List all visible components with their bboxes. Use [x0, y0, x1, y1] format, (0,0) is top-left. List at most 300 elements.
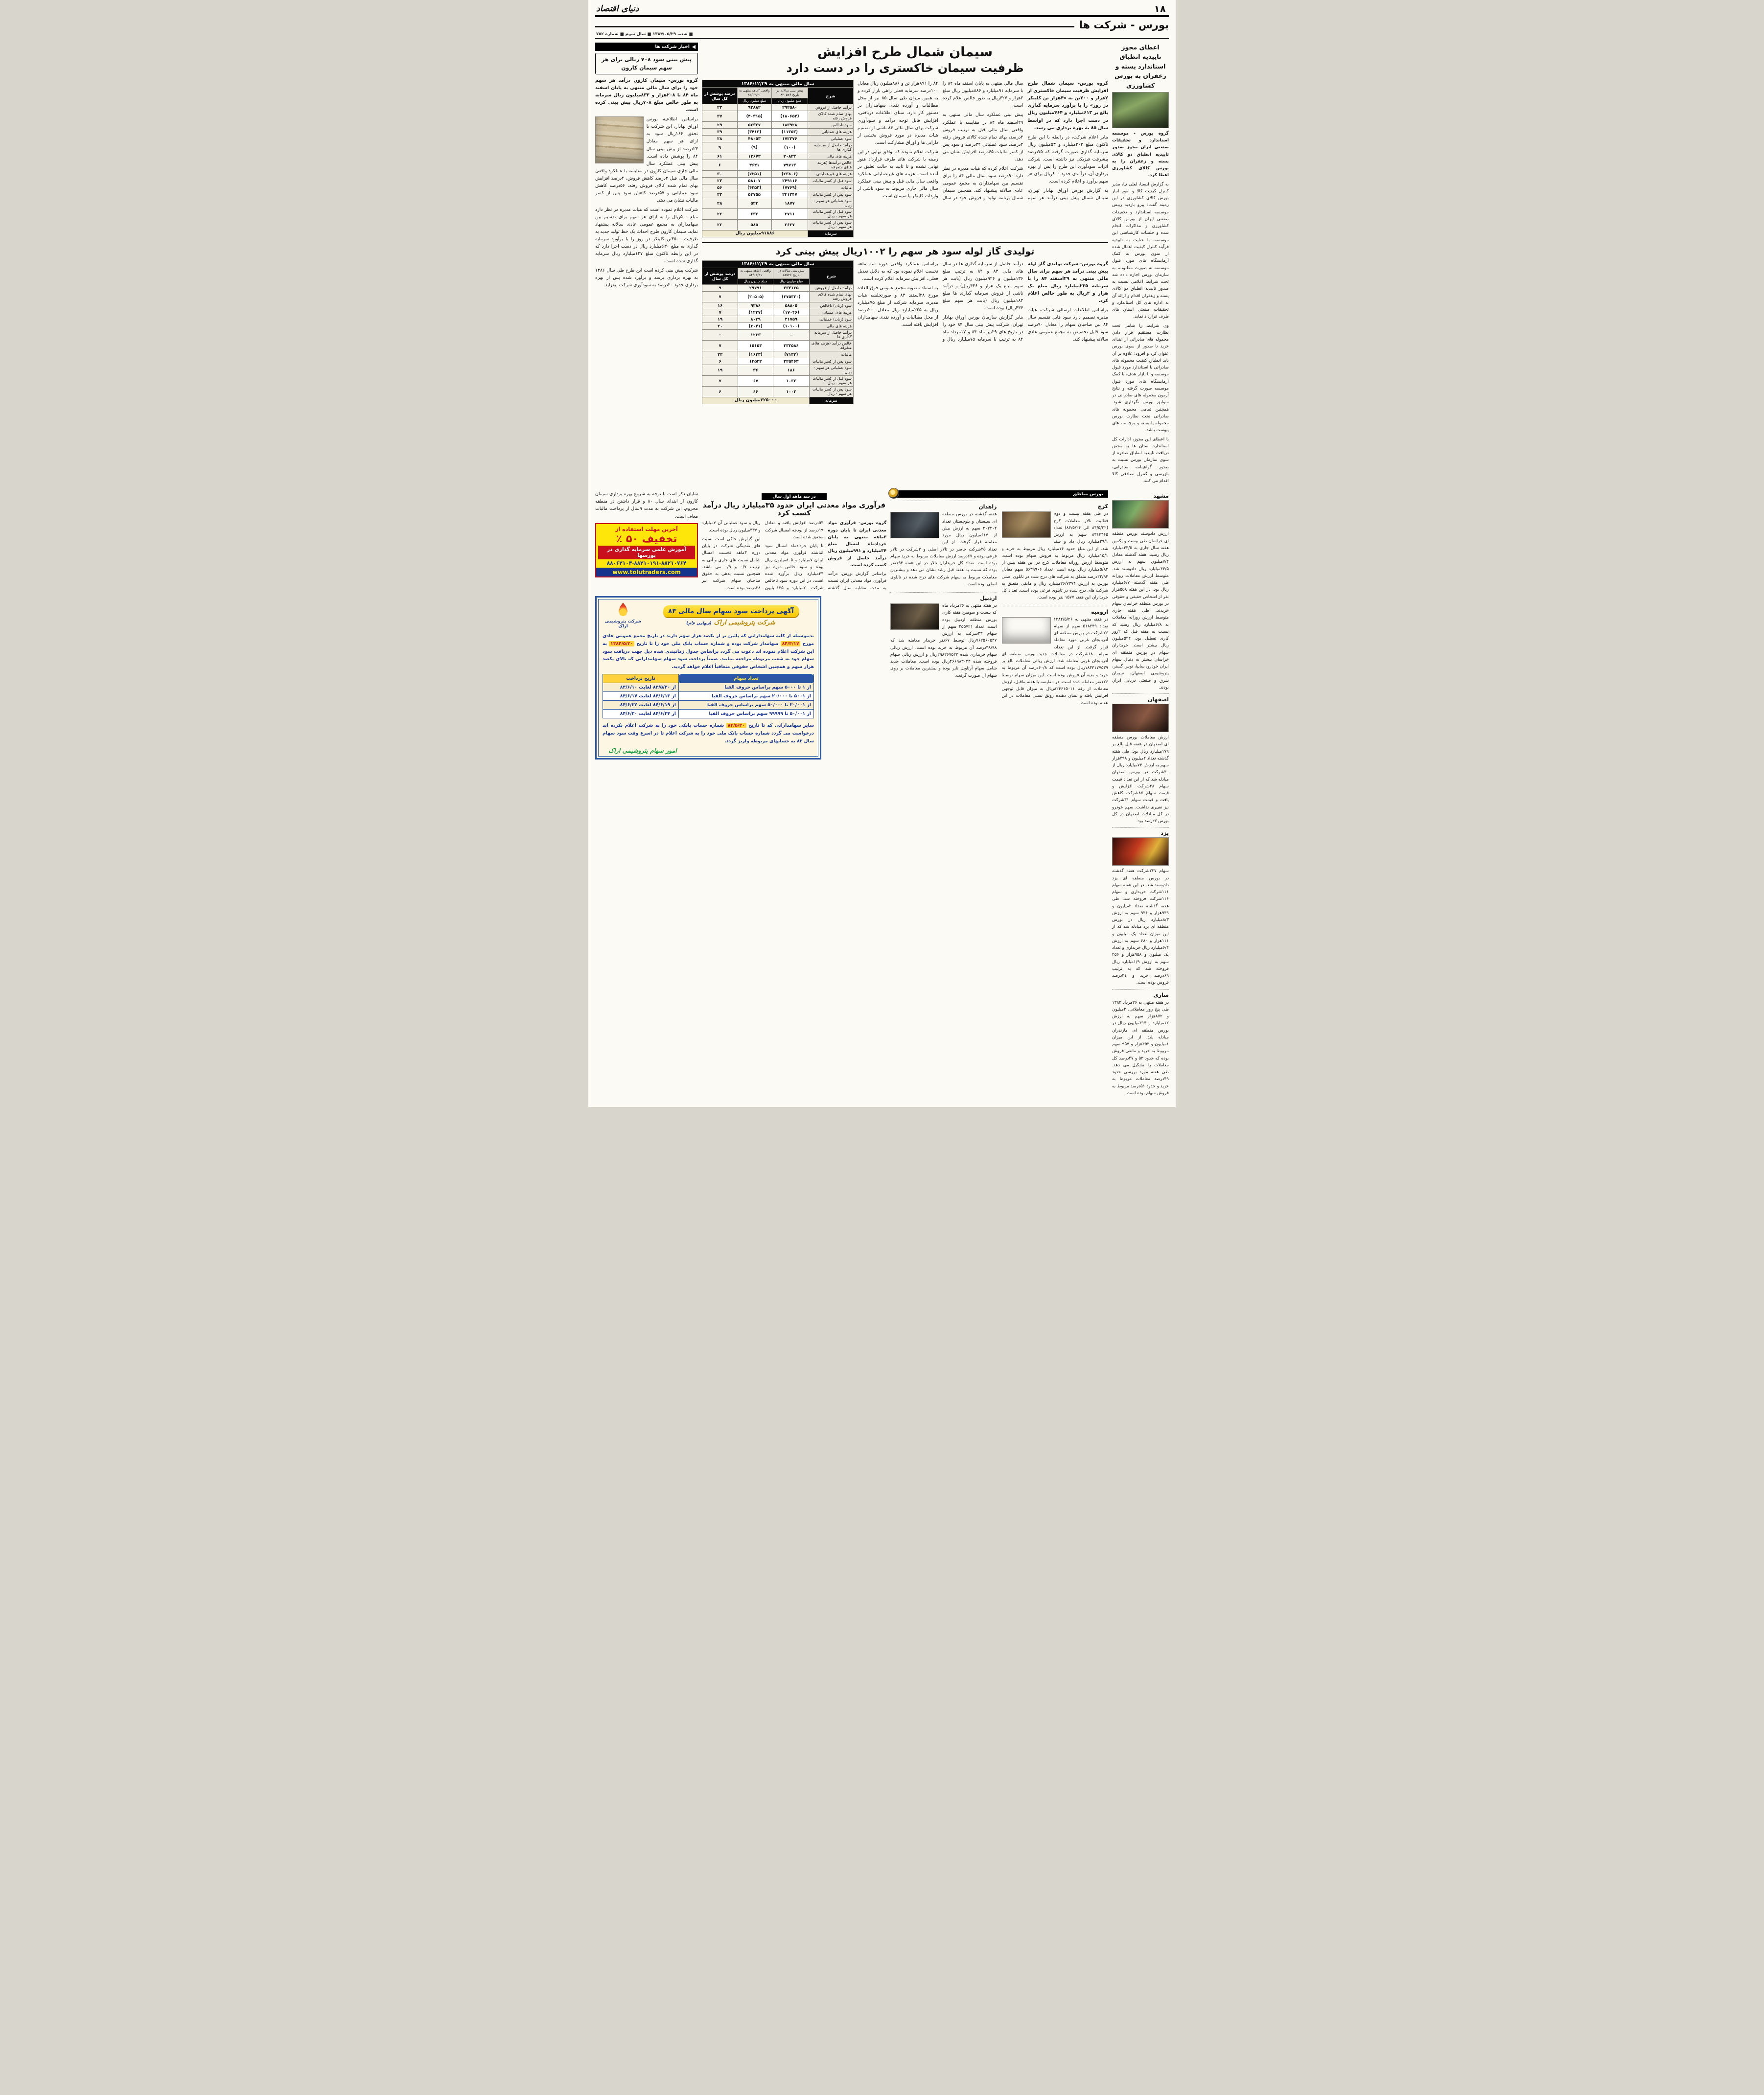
- lead-paragraph: گروه بورس- سیمان شمال طرح افزایش ظرفیت سیمان خاکستری از ۲هزار و ۲۰۰تن به «۴هزار تن کلینکر در روز» را با برآورد سرمایه گذاری بالغ بر ۶۱۳میلیارد و ۴۶۴میلیون ریال در دست اجرا دارد که در اواسط سال ۸۵ به بهره برداری می رسد.: [1027, 81, 1109, 131]
- annual-value: ۱۰۰۲: [773, 386, 810, 397]
- capital-value: ۹۱۸۸۶میلیون ریال: [702, 230, 808, 237]
- unit-label: مبلغ میلیون ریال: [737, 98, 771, 104]
- payment-dates: از ۸۴/۶/۲۴ لغایت ۸۴/۶/۳۰: [603, 710, 679, 718]
- row-label: سود قبل از کسر مالیات: [808, 177, 853, 184]
- zahedan-photo: [890, 512, 939, 538]
- city-name: مشهد: [1153, 493, 1169, 500]
- table-row: [702, 302, 854, 309]
- masthead-top-row: [595, 3, 1169, 15]
- company-name: شرکت پتروشیمی اراک: [714, 619, 775, 626]
- coverage-pct: ۲۲: [702, 219, 738, 230]
- annual-value: ۱۷۲۳۷۶: [771, 135, 808, 142]
- ad-website-url: www.tolutraders.com: [596, 568, 697, 576]
- region-isfahan: [1112, 693, 1169, 825]
- capital-value: ۲۲۵۰۰۰میلیون ریال: [702, 397, 810, 404]
- bottom-left-group: [595, 490, 886, 1099]
- ad-title-ribbon: آگهی پرداخت سود سهام سال مالی ۸۳: [663, 605, 799, 617]
- date-column-header: تاریخ پرداخت: [603, 674, 679, 683]
- row-label: درآمد حاصل از فروش: [809, 284, 853, 291]
- payment-dates: از ۸۴/۶/۱۳ لغایت ۸۴/۶/۱۷: [603, 692, 679, 701]
- actual-value: ۹۲۸۶: [738, 302, 773, 309]
- coverage-pct: ۲۲: [702, 191, 738, 198]
- story3-kicker-wrap: [702, 490, 886, 500]
- story3-block: [702, 490, 886, 592]
- col-header-actual: واقعی ۳ماهه منتهی به ۸۴/۰۳/۳۱: [738, 268, 773, 278]
- table-row: [702, 177, 854, 184]
- region-urmia: [1002, 606, 1109, 709]
- top-zone: [595, 43, 1169, 486]
- unit-label: مبلغ میلیون ریال: [738, 278, 773, 284]
- lead-paragraph: گروه بورس- فرآوری مواد معدنی ایران تا پایان دوره ۳ماهه منتهی به پایان خردادماه امسال مبلغ ۳۴میلیارد و ۹۹۱میلیون ریال درآمد حاصل از فروش کسب کرده است.: [828, 521, 887, 568]
- ad-signature: امور سهام پتروشیمی اراک: [608, 747, 677, 755]
- row-label: سود عملیاتی هر سهم - ریال: [809, 365, 853, 375]
- schedule-row: [603, 683, 814, 692]
- coverage-pct: ۲۹: [702, 121, 738, 128]
- annual-value: (۱۱۳۵۳): [771, 128, 808, 135]
- row-label: درآمد حاصل از سرمایه گذاری ها: [808, 142, 853, 153]
- coverage-pct: ۶: [702, 358, 738, 365]
- table-row: [702, 121, 854, 128]
- ad-phone-numbers: ۸۸۰۶۲۱۰۴-۸۸۲۱۰۱۹۱-۸۸۲۱۰۷۶۴: [606, 560, 687, 566]
- region-text: در هفته منتهی به ۱۳۸۴/۵/۲۶ تعداد ۵۱۸۲۴۹ سهم از سهام ۲۶شرکت در بورس منطقه ای آذربایجان غربی مورد معامله قرار گرفت. از این تعداد، سهام ۱۸۰شرکت در معاملات جدید بورس منطقه ای آذربایجان غربی معامله شد. ارزش ریالی معاملات بالغ بر ۱۸۳۳۱۷۷۵۳۹ریال بوده است که ۶۰/۸درصد آن مربوط به خرید و بقیه آن فروش بوده است. این میزان سهام توسط ۱۲۶نفر معامله شده است. در مقایسه با هفته ماقبل، ارزش معاملات از رقم ۸۲۴۶۱۵۰۱۱ریال به میزان قابل توجهی افزایش یافته و نشان دهنده رونق نسبی معاملات در این هفته بوده است.: [1001, 617, 1108, 706]
- coverage-pct: ۲۸: [702, 198, 738, 208]
- big-ad-row: [595, 596, 886, 760]
- region-text: ارزش معاملات بورس منطقه ای اصفهان در هفته قبل بالغ بر ۱۷۹میلیارد ریال بود. طی هفته گذشته تعداد ۴میلیون و ۴۹۸هزار سهم به ارزش ۷۳میلیارد ریال از ۳۰شرکت در بورس اصفهان مبادله شد که از این تعداد قیمت سهام ۲۸شرکت افزایش و قیمت سهام ۸۷شرکت کاهش یافت و قیمت سهام ۳۱شرکت نیز تغییری نداشت. سهم خودرو در کل مبادلات اصفهان در کل بورس ۳درصد بود.: [1112, 735, 1169, 824]
- body-paragraph: براساس اطلاعات ارسالی شرکت، هیات مدیره تصمیم دارد سود قابل تقسیم سال ۸۴ بین صاحبان سهام را معادل ۹۰درصد سود قابل تخصیص به مجمع عمومی عادی سالانه پیشنهاد کند.: [1027, 307, 1108, 343]
- capital-label: سرمایه: [808, 230, 853, 237]
- table-row: [702, 291, 854, 302]
- row-label: خالص درآمد (هزینه ها)ی متفرقه: [809, 340, 853, 351]
- table-row: [702, 153, 854, 160]
- region-text: سهام ۲۲۷شرکت هفته گذشته در بورس منطقه ای یزد دادوستد شد. در این هفته سهام ۱۱۱شرکت خریداری و سهام ۱۱۶شرکت فروخته شد. طی هفته گذشته تعداد ۲میلیون و ۹۳۹هزار و ۹۳۶ سهم به ارزش ۸/۳میلیارد ریال در بورس منطقه ای یزد مبادله شد که از این میزان تعداد یک میلیون و ۱۱۱هزار و ۶۸۰ سهم به ارزش ۶/۴میلیارد ریال خریداری و تعداد یک میلیون و ۹۵۸هزار و ۲۵۶ سهم به ارزش ۱/۹میلیارد ریال فروخته شد که به ترتیب ۶۹درصد خرید و ۳۱درصد فروش بوده است.: [1112, 869, 1169, 986]
- payment-dates: از ۸۴/۵/۳۰ لغایت ۸۴/۶/۱۰: [603, 683, 679, 692]
- actual-value: ۱۲۳۳: [738, 329, 773, 340]
- annual-value: ۴۱۷۵۹: [773, 316, 810, 322]
- row-label: بهای تمام شده کالای فروش رفته: [809, 291, 853, 302]
- actual-value: (۴۳۵۳): [737, 184, 771, 191]
- actual-value: ۵۲۳: [737, 198, 771, 208]
- col-header-desc: شرح: [809, 268, 853, 284]
- pointer-icon: [692, 45, 696, 49]
- schedule-row: [603, 692, 814, 701]
- agri-headline: اعطای مجوز تاییدیه انطباق استاندارد پسته و زعفران به بورس کشاورزی: [1114, 44, 1166, 89]
- lead-headline: [702, 44, 1108, 76]
- region-text: ارزش دادوستد بورس منطقه ای خراسان طی بیست و یکمین هفته سال جاری به ۳۳/۵میلیارد ریال رسید. هفته گذشته معادل ۷/۴میلیون سهم به ارزش ۳۳/۵میلیارد ریال دادوستد شد. متوسط ارزش معاملات روزانه طی هفته گذشته ۶/۷میلیارد ریال بود. در این هفته ۵۵۸هزار نفر از اشخاص حقیقی و حقوقی در بورس منطقه خراسان سهام خریدند. طی هفته جاری متوسط ارزش روزانه معاملات به ۶/۸میلیارد ریال رسید که نسبت به هفته قبل که ۲روز کاری تعطیل بود، ۵۲۴میلیون ریال بیشتر است. خریداران سهام در بورس منطقه ای خراسان بیشتر به دنبال سهام ایران خودرو، سایپا، توس گستر، پتروشیمی اصفهان، سیمان شرق و صنعتی دریایی ایران بودند.: [1112, 531, 1169, 690]
- ad-outro-paragraph: [603, 722, 814, 745]
- actual-value: (۱۶۳۳): [738, 351, 773, 358]
- body-paragraph: به گزارش ایسنا، لعلی نیا، مدیر کنترل کیفیت کالا و امور انبار بورس کالای کشاورزی در این زمینه گفت: پیرو بازدید رییس موسسه استاندارد و تحقیقات صنعتی ایران از بورس کالای کشاورزی و مذاکرات انجام شده و جلسات کارشناسی این موسسه، با عنایت به تاییدیه فرآیند کنترل کیفیت اعمال شده از سوی بورس به کمک آزمایشگاه های مورد قبول موسسه به صورت مطلوب، به سازمان بورس اجازه داده شد تحت شرایط اعلامی نسبت به صدور تاییدیه انطباق دو کالای پسته و زعفران اقدام و ارائه آن به اداره های کل استاندارد و تحقیقات صنعتی استان های طرف قرارداد نماید.: [1112, 182, 1169, 320]
- masthead: [595, 3, 1169, 39]
- gaz-louleh-financial-table: [702, 260, 854, 404]
- ad-course-text: آموزش علمی سرمایه گذاری در بورسها: [598, 546, 695, 559]
- actual-value: ۶۳۳: [737, 208, 771, 219]
- actual-value: ۱۲۶۷۳: [737, 153, 771, 160]
- story2-row: [702, 260, 1108, 404]
- coverage-pct: ۲۳: [702, 351, 738, 358]
- dateline-row: [595, 31, 1169, 39]
- coverage-pct: ۶۱: [702, 153, 738, 160]
- body-paragraph: پیش بینی عملکرد سال مالی منتهی به ۲۹اسفند ماه ۸۴ در مقایسه با عملکرد واقعی سال مالی قبل به ترتیب فروش ۴درصد، بهای تمام شده کالای فروش رفته ۲درصد، سود عملیاتی ۳۴درصد و سود پس از کسر مالیات ۶۵درصد افزایش نشان می دهد.: [942, 112, 1023, 162]
- row-label: سود پس از کسر مالیات هر سهم - ریال: [808, 219, 853, 230]
- table-row: [702, 208, 854, 219]
- annual-value: (۷۱۳۳): [773, 351, 810, 358]
- annual-value: ۲۴۹۱۱۶: [771, 177, 808, 184]
- sidebar-headline-box: [595, 53, 698, 74]
- mashhad-photo: [1112, 500, 1169, 529]
- region-karaj: [1002, 501, 1109, 603]
- coverage-pct: ۱۹: [702, 316, 738, 322]
- flame-icon: [618, 602, 628, 616]
- table-row: [702, 365, 854, 375]
- annual-value: ۲۶۲۷: [771, 219, 808, 230]
- actual-value: (۲۰۴۱): [738, 322, 773, 329]
- lead-paragraph: گروه بورس- سیمان کارون درآمد هر سهم خود را برای سال مالی منتهی به پایان اسفند ماه ۸۴ با ۲۰۸هزار و ۸۳۳میلیون ریال سرمایه به طور خالص مبلغ ۷۰۸ریال پیش بینی کرده است.: [595, 78, 698, 113]
- unit-label: مبلغ میلیون ریال: [773, 278, 810, 284]
- city-name: ارومیه: [1091, 608, 1108, 615]
- sidebar-title: اخبار شرکت ها: [655, 44, 690, 49]
- capital-row: [702, 230, 854, 237]
- ad-header: [603, 602, 814, 629]
- table-row: [702, 219, 854, 230]
- table-row: [702, 329, 854, 340]
- shares-range: از ۵۰/۰۰۱ تا ۹۹۹۹۹ سهم براساس حروف الفبا: [678, 710, 813, 718]
- sidebar-body: [595, 77, 698, 291]
- region-zahedan: [890, 501, 997, 590]
- newspaper-logo: دنیای اقتصاد: [596, 4, 639, 14]
- col-header-pct: درصد پوشش از کل سال: [702, 88, 738, 104]
- isfahan-photo: [1112, 704, 1169, 732]
- logo-company-name: شرکت پتروشیمی اراک: [605, 619, 641, 629]
- dateline: ■ شنبه ۱۳۸۴/۰۵/۲۹ ■ سال سوم ■ شماره ۷۵۲: [596, 32, 693, 37]
- region-text: در هفته منتهی به ۲۶مرداد ماه که بیست و سومین هفته کاری بورس منطقه اردبیل بوده است، تعداد ۲۵۵۷۲۱ سهم از سهام ۲۳شرکت به ارزش ۷۶۲۵۶۰۵۴۷ریال توسط ۶۷نفر خریدار معامله شد که ۳۸/۹۸درصد آن مربوط به خرید بوده است. ارزش ریالی سهام خریداری شده ۲۹۸۲۶۷۵۲۳ریال و ارزش ریالی سهام فروخته شده ۴۶۶۹۸۳۰۲۴ریال بوده است. معاملات جدید شامل سهام آرتاویل تایر بوده و بیشترین معاملات بر روی سهام آن صورت گرفت.: [890, 603, 997, 678]
- table-row: [702, 358, 854, 365]
- ad-deadline-text: آخرین مهلت استفاده از: [615, 526, 678, 532]
- regions-header-bar: [890, 490, 1108, 498]
- meeting-date: ۸۴/۳/۱۷: [781, 641, 801, 646]
- annual-value: (۲۷۵۳۲۰): [773, 291, 810, 302]
- table-row: [702, 375, 854, 386]
- table-row: [702, 104, 854, 111]
- annual-value: ۳۳۳۱۲۵: [773, 284, 810, 291]
- annual-value: ۵۸۸۰۵: [773, 302, 810, 309]
- row-label: درآمد حاصل از سرمایه گذاری ها: [809, 329, 853, 340]
- shares-range: از ۵۰۰۱ تا ۲۰/۰۰۰ سهم براساس حروف الفبا: [678, 692, 813, 701]
- col-header-annual: پیش بینی سالانه در تاریخ ۸۳۵۲۶: [773, 268, 810, 278]
- row-label: هزینه های غیرعملیاتی: [808, 170, 853, 177]
- col-header-actual: واقعی ۳ماهه منتهی به ۸۳/۰۳/۳۱: [737, 88, 771, 98]
- table-row: [702, 170, 854, 177]
- annual-value: (۱۰۱۰۰): [773, 322, 810, 329]
- body-paragraph: شرکت اعلام کرده که هیات مدیره در نظر دارد ۹۰درصد سود سال مالی ۸۴ را برای تقسیم بین سهامداران به مجمع عمومی عادی سالانه پیشنهاد کند. همچنین سیمان شمال برنامه تولید و فروش خود در سال ۸۴ را ۸۹۱هزار تن و ۸۸۶میلیون ریال معادل ۱۰۰درصد سرمایه فعلی راهی بازار کرده و به همین میزان طی سال ۸۵ نیز از محل مطالبات و آورده نقدی سهامداران در دستور کار دارد. مبنای اطلاعات دریافتی، افزایش قابل توجه درآمد و سودآوری شرکت برای سال مالی ۸۴ ناشی از تصمیم هیات مدیره در مورد فروش بخشی از دارایی ها و اوراق مشارکت است.: [858, 81, 1023, 201]
- city-name: زاهدان: [978, 504, 997, 510]
- table-row: [702, 160, 854, 170]
- body-paragraph: به استناد مصوبه مجمع عمومی فوق العاده مورخ ۲۸اسفند ۸۳ و صورتجلسه هیات مدیره، سرمایه شرکت از مبلغ ۷۵میلیارد ریال به ۲۲۵میلیارد ریال معادل ۲۰۰درصد از محل مطالبات و آورده نقدی سهامداران افزایش یافته است.: [858, 285, 938, 328]
- coverage-pct: ۳۰: [702, 170, 738, 177]
- body-paragraph: این گزارش حاکی است نسبت های نقدینگی شرکت در پایان دوره ۳ماهه نخست امسال شامل نسبت های جاری و آنی به ترتیب ۰/۷ و ۰/۹ می باشد. همچنین نسبت بدهی به حقوق صاحبان سهام شرکت نیز ۲۸درصد بوده است.: [702, 536, 761, 591]
- siman-shomal-financial-table: [702, 80, 854, 237]
- row-label: سود قبل از کسر مالیات هر سهم - ریال: [808, 208, 853, 219]
- actual-value: ۶۷: [738, 375, 773, 386]
- row-label: هزینه های عملیاتی: [809, 309, 853, 316]
- region-text: در طی هفته بیست و دوم فعالیت تالار معاملات کرج (۸۴/۵/۲۲ الی ۸۴/۵/۲۶) تعداد ۸۳۱۳۴۶۵ سهم به ارزش ۲۹/۱میلیارد ریال داد و ستد شد. از این مبلغ حدود ۱۴میلیارد ریال مربوط به خرید و ۱۵/۱میلیارد ریال مربوط به فروش سهام بوده است. متوسط ارزش روزانه معاملات کرج در این هفته بیش از ۵/۸۲میلیارد ریال بوده است. تعداد ۵۶۳۹۹۰۶ سهم معادل ۲۲/۹۳درصد متعلق به شرکت های درج شده در تابلوی اصلی بورس به ارزش ۲۶/۷۳۷۴میلیارد ریال و مابقی متعلق به شرکت های درج شده در تابلوی فرعی بوده است. تعداد کل خریداران این هفته ۱۵۷۷ نفر بوده است.: [1001, 511, 1108, 600]
- financial-table-wrap: [702, 80, 854, 237]
- actual-value: ۵۲۳۶۷: [737, 121, 771, 128]
- financial-table-wrap: [702, 260, 854, 404]
- actual-value: (۹): [737, 142, 771, 153]
- schedule-row: [603, 701, 814, 710]
- row-label: سود عملیاتی: [808, 135, 853, 142]
- tolutraders-ad: [595, 523, 698, 577]
- row-label: مالیات: [808, 184, 853, 191]
- newspaper-page: [588, 0, 1176, 1107]
- coverage-pct: ۹: [702, 142, 738, 153]
- ad-intro-paragraph: [603, 632, 814, 670]
- lead-story-row: [702, 80, 1108, 237]
- body-paragraph: با اعطای این مجوز، ادارات کل استاندارد استان ها به محض دریافت تاییدیه انطباق صادره از سوی سازمان بورس نسبت به صدور گواهینامه صادراتی، بازرسی و کنترل تصادفی کالا اقدام می کنند.: [1112, 437, 1169, 484]
- yazd-photo: [1112, 837, 1169, 866]
- story3-body: [702, 520, 886, 592]
- intro-text: بدینوسیله از کلیه سهامدارانی که پائین تر از یکصد هزار سهم دارند در تاریخ مجمع عمومی عادی مورخ: [603, 633, 814, 646]
- row-label: سود پس از کسر مالیات: [808, 191, 853, 198]
- section-divider-line: [595, 26, 1074, 27]
- table-row: [702, 111, 854, 121]
- regions-columns: [890, 501, 1108, 709]
- actual-value: ۵۳۷۵۵: [737, 191, 771, 198]
- agriculture-bourse-column: [1112, 43, 1169, 486]
- intro-text: به این شرکت اعلام نموده اند دعوت می گردد براساس جدول زمانبندی شده ذیل جهت دریافت سود سهام خود به شعب مربوطه مراجعه نمایند. ضمناً پرداخت سود سهام سهامدارانی که بالای یکصد هزار سهم و همچنین اشخاص حقوقی متعاقباً اعلام خواهد گردید.: [603, 641, 814, 669]
- annual-value: ۱۸۶: [773, 365, 810, 375]
- row-label: سود (زیان) ناخالص: [809, 302, 853, 309]
- regions-bar-label: بورس مناطق: [1072, 491, 1103, 497]
- story3-kicker: در سه ماهه اول سال: [762, 493, 827, 500]
- row-label: مالیات: [809, 351, 853, 358]
- coverage-pct: ۷: [702, 309, 738, 316]
- coverage-pct: ۱۹: [702, 365, 738, 375]
- body-paragraph: شرکت اعلام نموده که توافق نهایی در این زمینه با شرکت های طرف قرارداد هنوز نهایی نشده و تا تایید به حالت تعلیق در آمده است. هزینه های غیرعملیاتی عملکرد واقعی سال مالی قبل و پیش بینی عملکرد سال مالی جاری مربوط به سود ناشی از واردات کلینکر یا سیمان است.: [858, 149, 938, 199]
- body-paragraph: به گزارش بورس اوراق بهادار تهران، سیمان شمال پیش بینی درآمد هر سهم سال مالی منتهی به پایان اسفند ماه ۸۴ را با سرمایه ۹۱میلیارد و ۸۸۶میلیون ریال مبلغ ۲هزار و ۶۲۷ریال به طور خالص اعلام کرده است.: [942, 81, 1108, 201]
- body-paragraph: درآمد حاصل از سرمایه گذاری ها در سال های مالی ۸۳ و ۸۴ به ترتیب مبلغ ۱۳۶میلیون و ۹۲۶میلیون ریال (بابت هر سهم مبلغ یک هزار و ۴۳۶ریال) و درآمد ناشی از فروش سرمایه گذاری ها مبلغ ۱۸۲میلیون ریال (بابت هر سهم مبلغ ۴۳۶ریال) بوده است.: [942, 261, 1023, 311]
- sidebar-continuation: [595, 490, 698, 577]
- city-name: ساری: [1153, 991, 1169, 998]
- table-row: [702, 142, 854, 153]
- actual-value: (۱۲۳۷): [738, 309, 773, 316]
- urmia-photo: [1002, 617, 1051, 644]
- table-row: [702, 309, 854, 316]
- shares-range: از ۲۰/۰۰۱ تا ۵۰/۰۰۰ سهم براساس حروف الفبا: [678, 701, 813, 710]
- agriculture-trading-floor-photo: [1112, 92, 1169, 128]
- body-paragraph: تا پایان خردادماه امسال سود انباشته فرآوری مواد معدنی ایران ۷میلیارد و ۸۰۵میلیون ریال بوده و سود خالص دوره نیز ۳۴میلیارد ریال برآورد شده است. در این دوره سود ناخالص شرکت ۲۰میلیارد و ۱۳۵میلیون ریال و سود عملیاتی آن ۷میلیارد و ۴۳۷میلیون ریال بوده است.: [702, 521, 824, 591]
- body-paragraph: شرکت پیش بینی کرده است این طرح طی سال ۱۳۸۶ به بهره برداری برسد و برآورد شده پس از بهره برداری حدود ۲۰درصد به سودآوری شرکت بیفزاید.: [595, 268, 698, 288]
- table-row: [702, 351, 854, 358]
- annual-value: ۰: [773, 329, 810, 340]
- section-title-row: [595, 19, 1169, 31]
- coverage-pct: ۱۶: [702, 302, 738, 309]
- annual-value: (۱۷۰۴۶): [773, 309, 810, 316]
- schedule-row: [603, 710, 814, 718]
- lead-headline-line1: سیمان شمال طرح افزایش: [817, 45, 993, 60]
- annual-value: ۱۰۳۳: [773, 375, 810, 386]
- capital-row: [702, 397, 854, 404]
- company-news-sidebar: [595, 43, 698, 486]
- regional-right-column: [1112, 490, 1169, 1099]
- annual-value: ۲۹۲۵۸۰: [771, 104, 808, 111]
- actual-value: ۵۸۵: [737, 219, 771, 230]
- table-row: [702, 128, 854, 135]
- ad-discount-text: تخفیف ۵۰ ٪: [616, 532, 677, 545]
- row-label: هزینه های مالی: [808, 153, 853, 160]
- ad-company-subtitle: [648, 619, 814, 626]
- row-label: هزینه های مالی: [809, 322, 853, 329]
- body-paragraph: گروه بورس - موسسه استاندارد و تحقیقات صنعتی ایران مجوز صدور تاییدیه انطباق دو کالای پسته و زعفران را به بورس کالای کشاورزی اعطا کرد.: [1112, 131, 1169, 178]
- body-paragraph: شرکت اعلام نموده است که هیات مدیره در نظر دارد مبلغ ۵۰۰ریال را به ازای هر سهم برای تقسیم بین سهامداران به مجمع عمومی عادی سالانه پیشنهاد نماید. سیمان کارون طرح احداث یک خط تولید جدید به ظرفیت ۳۵۰۰تن کلینکر در روز را با برآورد سرمایه گذاری به مبلغ ۶۳۰میلیارد ریال در دست اجرا دارد که در این رابطه تاکنون مبلغ ۱۲۷میلیارد ریال سرمایه گذاری شده است.: [595, 207, 698, 264]
- karaj-photo: [1002, 511, 1051, 538]
- ad-title-wrap: [648, 605, 814, 626]
- actual-value: (۳۴۱۳): [737, 128, 771, 135]
- main-stories-column: [702, 43, 1108, 486]
- page-number: ۱۸: [1154, 3, 1166, 15]
- col-header-pct: درصد پوشش از کل سال: [702, 268, 738, 284]
- row-label: خالص درآمدها (هزینه ها)ی متفرقه: [808, 160, 853, 170]
- deadline-date: ۸۴/۵/۲۰: [726, 723, 746, 728]
- shares-column-header: تعداد سهام: [678, 674, 813, 683]
- annual-value: ۲۷۱۱: [771, 208, 808, 219]
- actual-value: ۹۲۸۸۲: [737, 104, 771, 111]
- lead-story-body: [858, 80, 1108, 202]
- col-header-desc: شرح: [808, 88, 853, 104]
- annual-value: ۱۸۳۹۲۸: [771, 121, 808, 128]
- coverage-pct: ۷: [702, 291, 738, 302]
- deadline-date: ۱۳۸۴/۵/۲۰: [609, 641, 634, 646]
- section-title: بورس - شرکت ها: [1079, 19, 1169, 31]
- table-row: [702, 316, 854, 322]
- region-mashhad: [1112, 490, 1169, 691]
- coverage-pct: ۲۲: [702, 208, 738, 219]
- annual-value: (۷۷۶۹): [771, 184, 808, 191]
- annual-value: ۱۸۷۷: [771, 198, 808, 208]
- row-label: سود ناخالص: [808, 121, 853, 128]
- dividend-schedule-table: [603, 674, 814, 718]
- annual-value: (۲۳۸۰۶): [771, 170, 808, 177]
- lead-paragraph: گروه بورس- شرکت تولیدی گاز لوله پیش بینی درآمد هر سهم برای سال مالی منتهی به ۲۹اسفند ۸۴ را با سرمایه ۲۲۵میلیارد ریال مبلغ یک هزار و ۲ریال به طور خالص اعلام کرد.: [1027, 261, 1108, 304]
- col-header-annual: پیش بینی سالانه در تاریخ ۸۳۰۵۲۶: [771, 88, 808, 98]
- table-title: سال مالی منتهی به ۱۳۸۴/۱۲/۲۹: [702, 260, 854, 268]
- row-label: سود پس از کسر مالیات هر سهم - ریال: [809, 386, 853, 397]
- body-paragraph: براساس گزارش بورس، درآمد فرآوری مواد معدنی ایران نسبت به مدت مشابه سال گذشته ۵۳درصد افزایش یافته و معادل ۱۹درصد از بودجه امسال شرکت محقق شده است.: [765, 521, 886, 591]
- row-label: سود پس از کسر مالیات: [809, 358, 853, 365]
- actual-value: ۵۸۱۰۷: [737, 177, 771, 184]
- region-yazd: [1112, 827, 1169, 986]
- body-paragraph: بنابر گزارش سازمان بورس اوراق بهادار تهران، شرکت پیش بینی سال ۸۴ خود را در تاریخ های ۲۹تیر ماه ۸۴ و ۱۷مرداد ماه ۸۴ به ترتیب با سرمایه ۷۵میلیارد ریال و براساس عملکرد واقعی دوره سه ماهه نخست اعلام نموده بود که به دلایل تعدیل فعلی، افزایش سرمایه اعلام کرده است.: [858, 261, 1023, 343]
- sidebar-header-bar: [595, 43, 698, 51]
- unit-label: مبلغ میلیون ریال: [771, 98, 808, 104]
- ardabil-photo: [890, 603, 939, 630]
- coverage-pct: ۷: [702, 340, 738, 351]
- table-row: [702, 198, 854, 208]
- row-label: سود قبل از کسر مالیات هر سهم - ریال: [809, 375, 853, 386]
- annual-value: ۲۳۲۵۸۶: [773, 340, 810, 351]
- coverage-pct: ۶: [702, 386, 738, 397]
- city-name: یزد: [1161, 830, 1169, 837]
- region-ardabil: [890, 592, 997, 681]
- decoration-swirl-icon: [888, 488, 899, 499]
- city-name: کرج: [1097, 503, 1108, 510]
- actual-value: ۴۶۴۱: [737, 160, 771, 170]
- masthead-rule: [595, 15, 1169, 17]
- body-paragraph: براساس اطلاعیه بورس اوراق بهادار، این شرکت با تحقق ۱۶۶ریال سود به ازای هر سهم معادل ۲۳درصد از پیش بینی سال ۸۴ را پوشش داده است. پیش بینی عملکرد سال مالی جاری سیمان کارون در مقایسه با عملکرد واقعی سال مالی قبل ۳درصد کاهش فروش، ۴درصد افزایش بهای تمام شده کالای فروش رفته، ۵۶درصد کاهش سود عملیاتی و ۵۷درصد کاهش سود پس از کسر مالیات نشان می دهد.: [595, 116, 698, 203]
- actual-value: ۸۰۳۹: [738, 316, 773, 322]
- outro-text: سایر سهامدارانی که تا تاریخ: [746, 723, 814, 729]
- row-label: درآمد حاصل از فروش: [808, 104, 853, 111]
- cement-bags-photo: [595, 116, 644, 163]
- table-row: [702, 135, 854, 142]
- capital-label: سرمایه: [809, 397, 853, 404]
- city-name: اردبیل: [980, 595, 997, 602]
- story3-headline: فرآوری مواد معدنی ایران حدود ۳۵میلیارد ریال درآمد کسب کرد: [702, 502, 886, 518]
- story2-headline: تولیدی گاز لوله سود هر سهم را ۱۰۰۲ریال پیش بینی کرد: [702, 242, 1108, 257]
- outro-text: شماره حساب بانکی خود را به شرکت اعلام نکرده اند درخواست می گردد شماره حساب بانک ملی خود را به شرکت اعلام تا در اسرع وقت سود سهام سال ۸۳ به حسابهای مربوطه واریز گردد.: [603, 723, 814, 744]
- table-row: [702, 284, 854, 291]
- region-text: در هفته منتهی به ۲۶مرداد ۱۳۸۴ طی پنج روز معاملاتی، ۲میلیون و ۸۷۲هزار سهم به ارزش ۱۲میلیارد و ۴۱۴میلیون ریال در بورس منطقه ای مازندران مبادله شد. از این میزان ۱میلیون و ۴۵۳هزار و ۹۵۷ سهم مربوط به خرید و مابقی فروش بوده که حدود ۵۳ و ۴۷درصد کل معاملات را تشکیل می دهد. طی هفته مورد بررسی حدود ۴۹درصد معاملات مربوط به خرید و حدود ۵۱درصد مربوط به فروش سهام بوده است.: [1112, 1000, 1169, 1096]
- actual-value: ۱۵۱۵۳: [738, 340, 773, 351]
- arak-petrochemical-logo: [603, 602, 644, 629]
- shares-range: از ۱ تا ۵۰۰۰ سهم براساس حروف الفبا: [678, 683, 813, 692]
- actual-value: (۷۲۵۱): [737, 170, 771, 177]
- story2-body: [858, 260, 1108, 344]
- actual-value: ۱۳۵۲۲: [738, 358, 773, 365]
- lead-headline-line2: ظرفیت سیمان خاکستری را در دست دارد: [786, 61, 1024, 75]
- story3-row: [595, 490, 886, 592]
- region-sari: [1112, 989, 1169, 1097]
- sidebar-headline: پیش بینی سود ۷۰۸ ریالی برای هر سهم سیمان کارون: [601, 56, 692, 71]
- annual-value: (۱۸۰۶۵۴): [771, 111, 808, 121]
- body-paragraph: بنابر اعلام شرکت، در رابطه با این طرح تاکنون مبلغ ۲۰۲میلیارد و ۵۳میلیون ریال سرمایه گذاری صورت گرفته که ۷۵درصد پیشرفت فیزیکی نیز داشته است. شرکت اثرات سودآوری این طرح را پس از بهره برداری آن، درآمدی حدود ۸۰۰ریال برای هر سهم برآورد و اعلام کرده است.: [1027, 134, 1109, 184]
- actual-value: (۲۰۵۰۵): [738, 291, 773, 302]
- actual-value: ۲۹۷۹۱: [738, 284, 773, 291]
- row-label: بهای تمام شده کالای فروش رفته: [808, 111, 853, 121]
- row-label: سود عملیاتی هر سهم - ریال: [808, 198, 853, 208]
- bottom-zone: [595, 490, 1169, 1099]
- row-label: سود (زیان) عملیاتی: [809, 316, 853, 322]
- coverage-pct: ۹: [702, 284, 738, 291]
- city-name: اصفهان: [1147, 696, 1169, 703]
- coverage-pct: ۵۶: [702, 184, 738, 191]
- coverage-pct: ۷: [702, 375, 738, 386]
- annual-value: ۲۲۵۴۶۳: [773, 358, 810, 365]
- table-row: [702, 340, 854, 351]
- table-title: سال مالی منتهی به ۱۳۸۴/۱۲/۲۹: [702, 80, 854, 88]
- intro-text: سهامدار شرکت بوده و شماره حساب بانک ملی خود را تا تاریخ: [634, 641, 781, 646]
- table-row: [702, 191, 854, 198]
- region-text: هفته گذشته در بورس منطقه ای سیستان و بلوچستان تعداد ۲۰۲۲۰۴ سهم به ارزش بیش از ۶۱۷میلیون ریال مورد معامله قرار گرفت. از این تعداد ۳۵شرکت حاضر در تالار اصلی و ۳شرکت در تالار فرعی بوده و ۶۷درصد ارزش معاملات مربوط به خرید سهام بوده است. تعداد کل خریداران تالار در این هفته ۱۹۳نفر بوده که نسبت به هفته قبل رشد نشان می دهد و بیشترین معاملات مربوط به سهام شرکت های درج شده در تابلوی اصلی بوده است.: [890, 512, 997, 587]
- annual-value: ۲۰۸۳۳: [771, 153, 808, 160]
- company-suffix: (سهامی عام): [686, 621, 712, 626]
- actual-value: (۴۰۳۱۵): [737, 111, 771, 121]
- annual-value: (۱۰۰): [771, 142, 808, 153]
- actual-value: ۶۶: [738, 386, 773, 397]
- table-row: [702, 322, 854, 329]
- actual-value: ۴۸۰۵۳: [737, 135, 771, 142]
- regional-bourse-section: [890, 490, 1108, 1099]
- payment-dates: از ۸۴/۶/۱۹ لغایت ۸۴/۶/۲۲: [603, 701, 679, 710]
- body-paragraph: وی شرایط را شامل تحت نظارت مستقیم قرار دادن محموله های صادراتی از ابتدای خرید تا صدور از سوی بورس عنوان کرد و افزود: علاوه بر آن باید انطباق کیفیت محموله های صادراتی با استاندارد مورد قبول موسسه و با بازار هدف، با کمک آزمایشگاه های مورد قبول موسسه صورت گرفته و نتایج آزمون محموله های صادراتی در سوابق بورس نگهداری شود. همچنین تمامی محموله های صادراتی تحت نظارت بورس محموله یا بسته و برچسب های پیوست باشد.: [1112, 323, 1169, 433]
- actual-value: ۳۶: [738, 365, 773, 375]
- petrochemical-dividend-ad: [595, 596, 821, 760]
- coverage-pct: ۳۹: [702, 128, 738, 135]
- row-label: هزینه های عملیاتی: [808, 128, 853, 135]
- coverage-pct: ۶: [702, 160, 738, 170]
- coverage-pct: -: [702, 329, 738, 340]
- annual-value: ۷۹۷۱۳: [771, 160, 808, 170]
